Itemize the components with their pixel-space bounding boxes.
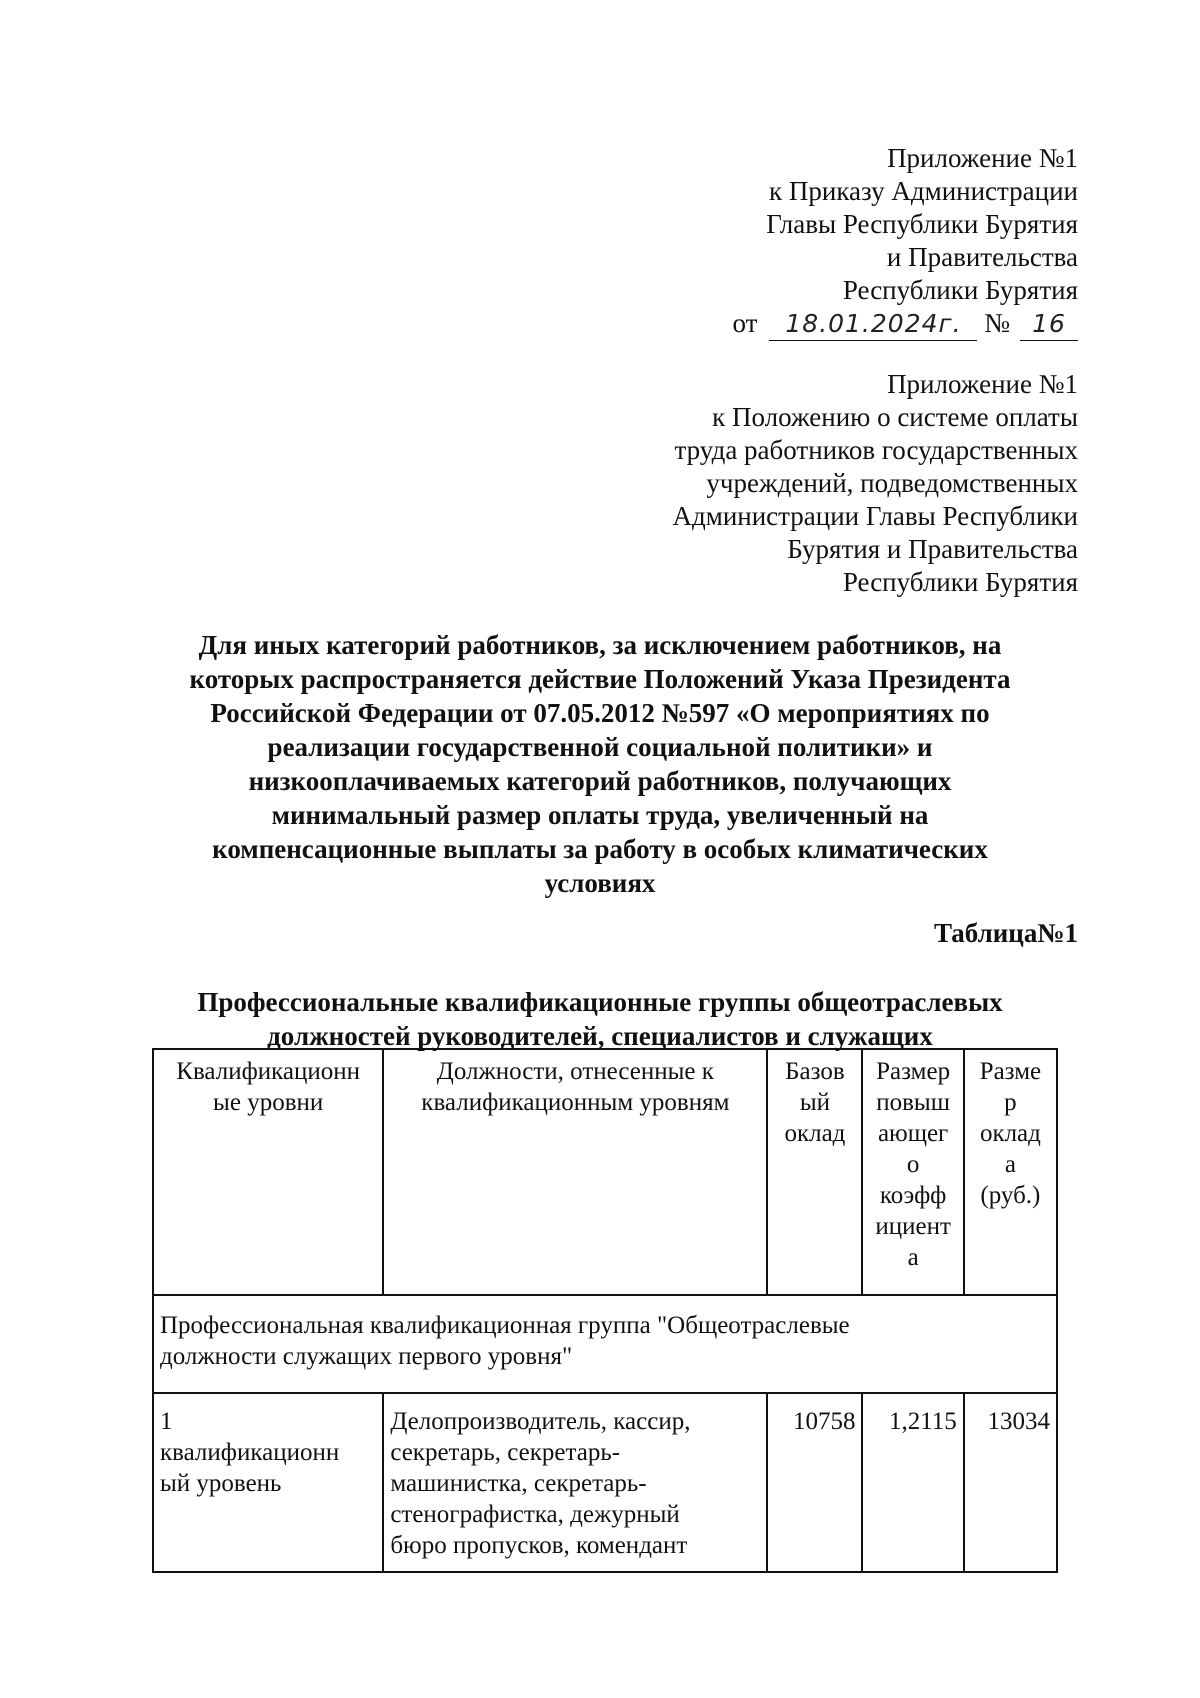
title-line: компенсационные выплаты за работу в особых климатических	[212, 834, 988, 864]
appendix-order-line: Приложение №1	[887, 143, 1078, 173]
header-text: Должности, отнесенные к	[436, 1058, 714, 1085]
header-salary	[964, 1049, 1057, 1295]
table-caption	[150, 985, 1050, 1053]
header-qualification-levels	[153, 1049, 383, 1295]
level-text: квалификационн	[160, 1439, 340, 1466]
header-text: Размер	[876, 1058, 951, 1085]
title-line: минимальный размер оплаты труда, увеличенный на	[271, 800, 929, 830]
appendix-regulation-line: к Положению о системе оплаты	[712, 402, 1078, 432]
header-base-salary	[767, 1049, 862, 1295]
header-text: повыш	[876, 1089, 950, 1116]
group-title	[153, 1295, 1057, 1393]
header-text: ые уровни	[213, 1089, 324, 1116]
header-text: оклад	[979, 1120, 1041, 1147]
positions-text: стенографистка, дежурный	[390, 1501, 680, 1528]
table-label: Таблица№1	[933, 918, 1078, 948]
title-line: Российской Федерации от 07.05.2012 №597 «О мероприятиях по	[210, 698, 990, 728]
cell-positions	[383, 1393, 767, 1572]
cell-level	[153, 1393, 383, 1572]
group-title-line: должности служащих первого уровня"	[160, 1343, 573, 1370]
header-text: квалификационным уровням	[421, 1089, 730, 1116]
level-text: ый уровень	[160, 1470, 282, 1497]
table-row	[153, 1393, 1057, 1572]
appendix-regulation-line: труда работников государственных	[674, 435, 1078, 465]
header-text: Разме	[979, 1058, 1042, 1085]
header-text: Квалификационн	[176, 1058, 361, 1085]
table-header-row	[153, 1049, 1057, 1295]
appendix-order-line: и Правительства	[886, 242, 1078, 272]
date-prefix: от	[732, 308, 758, 338]
appendix-regulation-line: учреждений, подведомственных	[706, 468, 1078, 498]
header-text: а	[907, 1244, 919, 1271]
header-coefficient	[862, 1049, 963, 1295]
positions-text: машинистка, секретарь-	[390, 1470, 647, 1497]
number-sign: №	[984, 308, 1010, 338]
appendix-regulation-line: Приложение №1	[887, 369, 1078, 399]
header-text: оклад	[784, 1120, 846, 1147]
title-line: которых распространяется действие Положений Указа Президента	[189, 664, 1011, 694]
appendix-order-block	[733, 142, 1078, 341]
group-title-line: Профессиональная квалификационная группа "Общеотраслевые	[160, 1312, 850, 1339]
appendix-regulation-line: Администрации Главы Республики	[672, 501, 1078, 531]
salary-table	[152, 1048, 1058, 1573]
title-line: реализации государственной социальной политики» и	[267, 732, 933, 762]
header-text: ающег	[877, 1120, 949, 1147]
header-text: Базов	[785, 1058, 845, 1085]
appendix-order-line: Республики Бурятия	[842, 275, 1078, 305]
table-group-row	[153, 1295, 1057, 1393]
cell-salary: 13034	[964, 1393, 1057, 1572]
header-text: ый	[799, 1089, 831, 1116]
positions-text: Делопроизводитель, кассир,	[390, 1408, 691, 1435]
cell-coefficient: 1,2115	[862, 1393, 963, 1572]
appendix-regulation-block	[673, 368, 1079, 599]
header-text: о	[906, 1151, 920, 1178]
document-title	[150, 628, 1050, 900]
title-line: условиях	[544, 868, 656, 898]
handwritten-number: 16	[1020, 307, 1078, 341]
handwritten-date: 18.01.2024г.	[769, 307, 977, 341]
header-text: р	[1004, 1089, 1017, 1116]
header-text: (руб.)	[980, 1182, 1041, 1209]
appendix-regulation-line: Бурятия и Правительства	[787, 534, 1078, 564]
appendix-order-line: Главы Республики Бурятия	[766, 209, 1078, 239]
caption-line: Профессиональные квалификационные группы общеотраслевых	[197, 987, 1003, 1017]
appendix-order-line: к Приказу Администрации	[769, 176, 1078, 206]
level-text: 1	[160, 1408, 173, 1435]
appendix-regulation-line: Республики Бурятия	[842, 567, 1078, 597]
title-line: Для иных категорий работников, за исключением работников, на	[198, 630, 1002, 660]
positions-text: секретарь, секретарь-	[390, 1439, 621, 1466]
order-date-line	[733, 307, 1078, 341]
title-line: низкооплачиваемых категорий работников, получающих	[248, 766, 952, 796]
cell-base-salary: 10758	[767, 1393, 862, 1572]
caption-line: должностей руководителей, специалистов и служащих	[267, 1021, 933, 1051]
header-text: а	[1004, 1151, 1016, 1178]
positions-text: бюро пропусков, комендант	[390, 1532, 688, 1559]
header-text: коэфф	[879, 1182, 947, 1209]
header-positions	[383, 1049, 767, 1295]
header-text: ициент	[875, 1213, 951, 1240]
